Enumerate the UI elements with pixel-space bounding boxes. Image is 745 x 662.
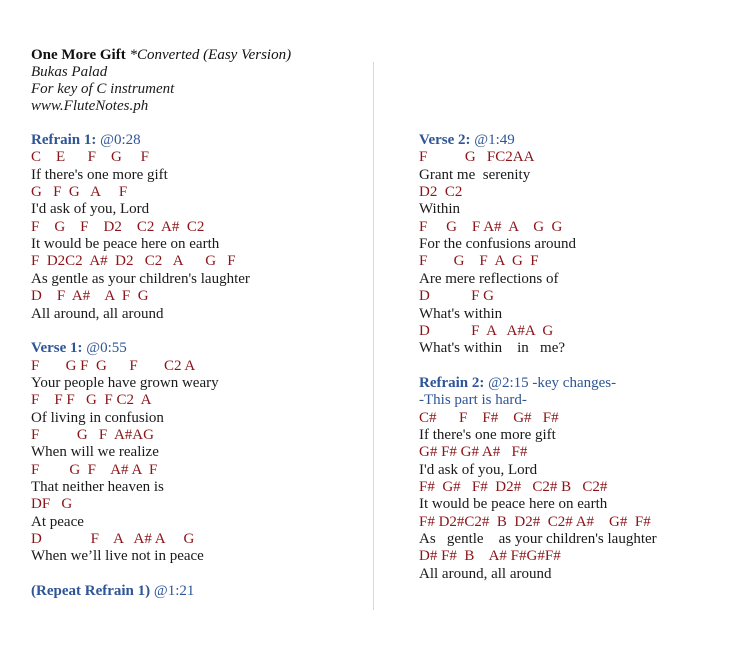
chord-line: D2 C2 [419,184,463,200]
chord-line: F D2C2 A# D2 C2 A G F [31,253,236,270]
lyric-line: Your people have grown weary [31,374,219,391]
chord-line: D F A A#A G [419,322,554,339]
column-divider [373,62,374,610]
title-subtitle: *Converted (Easy Version) [129,47,292,63]
chord-line: F G F G F C2 A [31,357,196,374]
section-time: @1:21 [153,583,195,600]
chord-line: D# F# B A# F#G#F# [419,548,561,565]
section-heading [419,132,515,149]
chord-line: F G F A# A G G [419,218,563,235]
lyric-line: That neither heaven is [31,479,164,495]
lyric-line: As gentle as your children's laughter [31,270,250,287]
section-label: Verse 2: [419,132,471,148]
lyric-line: Grant me serenity [419,166,531,183]
chord-line: F# D2#C2# B D2# C2# A# G# F# [419,513,651,530]
title-text: One More Gift [31,47,126,63]
section-time: @0:55 [86,340,127,357]
song-title [31,47,291,64]
chord-line: C E F G F [31,149,149,166]
chord-line: F# G# F# D2# C2# B C2# [419,479,608,495]
chord-line: F G F A# A F [31,461,158,478]
section-note: -This part is hard- [419,392,527,409]
lyric-line: For the confusions around [419,236,577,253]
lyric-line: As gentle as your children's laughter [419,531,657,548]
lyric-line: Of living in confusion [31,409,164,426]
section-heading [31,340,127,357]
chord-line: F G F A#AG [31,427,154,443]
section-heading [419,375,616,392]
instrument-note: For key of C instrument [31,81,175,97]
lyric-line: If there's one more gift [31,166,168,183]
section-heading [31,583,194,600]
chord-line: G# F# G# A# F# [419,444,528,461]
section-time: @0:28 [100,132,141,148]
lyric-line: At peace [31,513,84,530]
section-label: Refrain 2: [419,374,485,391]
lyric-line: If there's one more gift [419,427,556,443]
lyric-line: All around, all around [31,305,164,322]
section-label: Verse 1: [31,340,83,357]
chord-line: F G F D2 C2 A# C2 [31,218,205,235]
lyric-line: Are mere reflections of [419,270,559,287]
lyric-line: It would be peace here on earth [419,496,608,513]
lyric-line: All around, all around [419,565,552,582]
chord-line: DF G [31,496,73,513]
section-time: @2:15 -key changes- [488,374,617,391]
chord-line: F F F G F C2 A [31,392,152,409]
lyric-line: Within [419,201,461,218]
chord-line: F G F A G F [419,253,539,270]
chord-line: F G FC2AA [419,149,535,166]
section-label: (Repeat Refrain 1) [31,583,151,600]
lyric-line: What's within [419,305,503,322]
lyric-line: When will we realize [31,444,159,461]
chord-line: D F A# A F G [31,288,149,305]
website-text: www.FluteNotes.ph [31,98,149,114]
chord-line: D F G [419,288,495,305]
section-time: @1:49 [474,132,515,148]
lyric-line: What's within in me? [419,340,566,357]
artist-name: Bukas Palad [31,64,108,80]
chord-line: C# F F# G# F# [419,409,559,426]
chord-line: G F G A F [31,184,128,200]
section-heading [31,132,141,149]
section-label: Refrain 1: [31,132,97,148]
lyric-line: I'd ask of you, Lord [419,461,538,478]
lyric-line: I'd ask of you, Lord [31,201,150,218]
chord-line: D F A A# A G [31,531,195,548]
lyric-line: It would be peace here on earth [31,236,220,253]
lyric-line: When we’ll live not in peace [31,548,204,565]
